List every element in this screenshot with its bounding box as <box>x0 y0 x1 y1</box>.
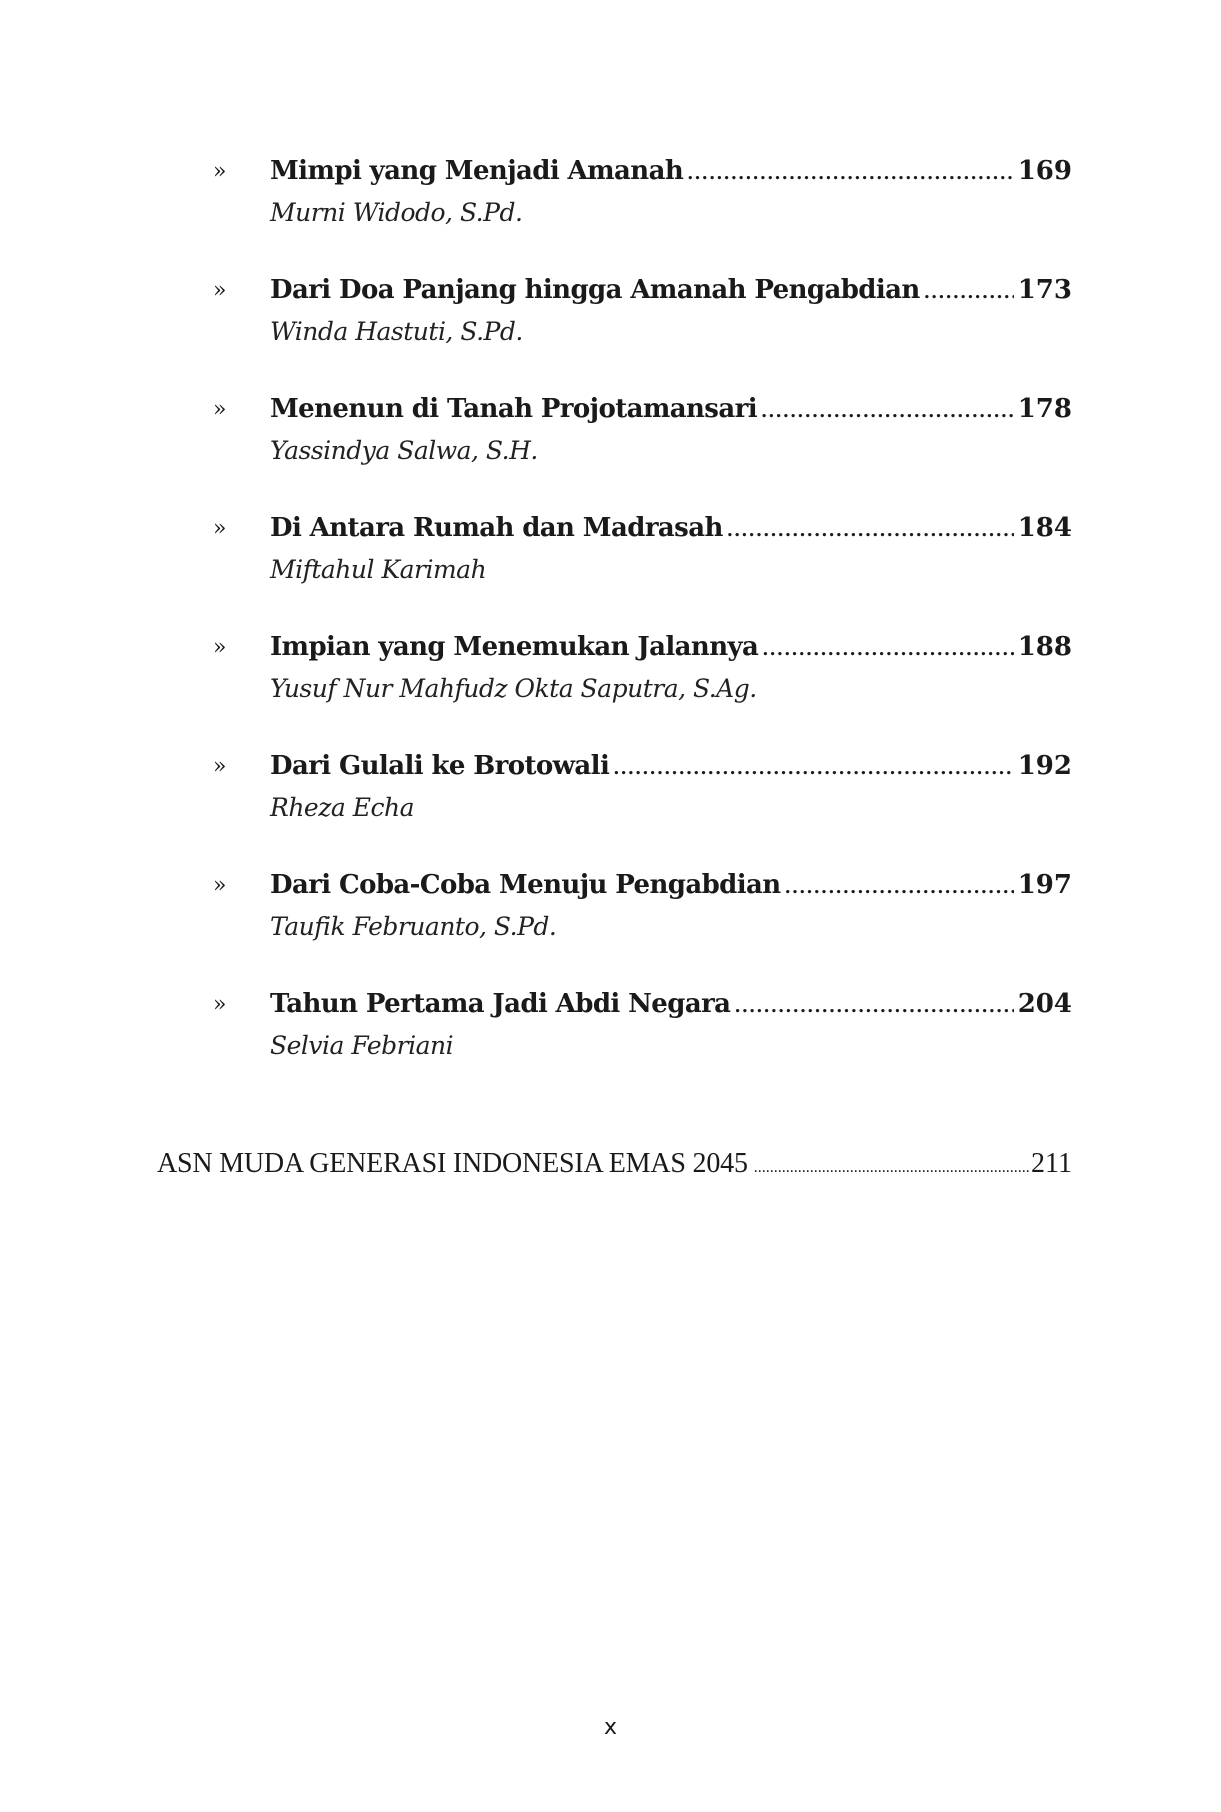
toc-entry-page: 192 <box>1017 751 1072 781</box>
toc-title-line <box>270 986 1072 1028</box>
bullet-marker: » <box>213 992 227 1017</box>
dot-leader <box>734 996 1013 1017</box>
bullet-marker: » <box>213 278 227 303</box>
toc-entry-title: Menenun di Tanah Projotamansari <box>270 394 757 424</box>
toc-entry-author: Taufik Februanto, S.Pd. <box>270 912 557 941</box>
toc-entry-body <box>270 153 1072 231</box>
dot-leader <box>754 1159 1029 1177</box>
toc-entry <box>213 629 1072 748</box>
toc-entry-page: 204 <box>1017 989 1072 1019</box>
toc-entry-title: Dari Gulali ke Brotowali <box>270 751 610 781</box>
toc-entry <box>213 867 1072 986</box>
toc-entry <box>213 391 1072 510</box>
toc-entry-title: Tahun Pertama Jadi Abdi Negara <box>270 989 731 1019</box>
toc-title-line <box>270 153 1072 195</box>
toc-entry-body <box>270 272 1072 350</box>
toc-section-line <box>157 1146 1072 1182</box>
toc-entry-title: Di Antara Rumah dan Madrasah <box>270 513 723 543</box>
toc-entry-page: 169 <box>1017 156 1072 186</box>
toc-entry-page: 188 <box>1017 632 1072 662</box>
toc-title-line <box>270 629 1072 671</box>
toc-title-line <box>270 272 1072 314</box>
toc-entry <box>213 153 1072 272</box>
bullet-marker: » <box>213 159 227 184</box>
bullet-marker: » <box>213 754 227 779</box>
toc-entry <box>213 986 1072 1105</box>
dot-leader <box>762 639 1013 660</box>
dot-leader <box>924 282 1014 303</box>
toc-entry-page: 178 <box>1017 394 1072 424</box>
page-number: x <box>603 1715 618 1740</box>
dot-leader <box>727 520 1014 541</box>
toc-entry-body <box>270 391 1072 469</box>
toc-entry-page: 184 <box>1017 513 1072 543</box>
toc-title-line <box>270 391 1072 433</box>
toc-entry <box>213 510 1072 629</box>
toc-title-line <box>270 748 1072 790</box>
toc-entry <box>213 272 1072 391</box>
toc-entry-author: Miftahul Karimah <box>270 555 487 584</box>
toc-entry-page: 197 <box>1017 870 1072 900</box>
toc-entry-author: Winda Hastuti, S.Pd. <box>270 317 523 346</box>
toc-section-page: 211 <box>1031 1148 1072 1179</box>
toc-entry-author: Selvia Febriani <box>270 1031 454 1060</box>
dot-leader <box>687 163 1014 184</box>
bullet-marker: » <box>213 516 227 541</box>
toc-entry-body <box>270 510 1072 588</box>
toc-entry-author: Yusuf Nur Mahfudz Okta Saputra, S.Ag. <box>270 674 757 703</box>
dot-leader <box>785 877 1014 898</box>
toc-entry-page: 173 <box>1017 275 1072 305</box>
toc-entry-author: Yassindya Salwa, S.H. <box>270 436 538 465</box>
toc-entry-author: Murni Widodo, S.Pd. <box>270 198 523 227</box>
toc-entry-title: Mimpi yang Menjadi Amanah <box>270 156 684 186</box>
toc-entry-author: Rheza Echa <box>270 793 414 822</box>
toc-entry-body <box>270 867 1072 945</box>
toc-list <box>213 153 1072 1105</box>
dot-leader <box>761 401 1014 422</box>
dot-leader <box>613 758 1014 779</box>
toc-entry-title: Dari Doa Panjang hingga Amanah Pengabdian <box>270 275 920 305</box>
toc-section-title: ASN MUDA GENERASI INDONESIA EMAS 2045 <box>157 1148 748 1179</box>
bullet-marker: » <box>213 397 227 422</box>
toc-entry-body <box>270 986 1072 1064</box>
toc-entry-body <box>270 629 1072 707</box>
toc-entry <box>213 748 1072 867</box>
toc-title-line <box>270 867 1072 909</box>
toc-title-line <box>270 510 1072 552</box>
toc-entry-title: Impian yang Menemukan Jalannya <box>270 632 759 662</box>
bullet-marker: » <box>213 635 227 660</box>
bullet-marker: » <box>213 873 227 898</box>
toc-entry-title: Dari Coba-Coba Menuju Pengabdian <box>270 870 781 900</box>
toc-entry-body <box>270 748 1072 826</box>
